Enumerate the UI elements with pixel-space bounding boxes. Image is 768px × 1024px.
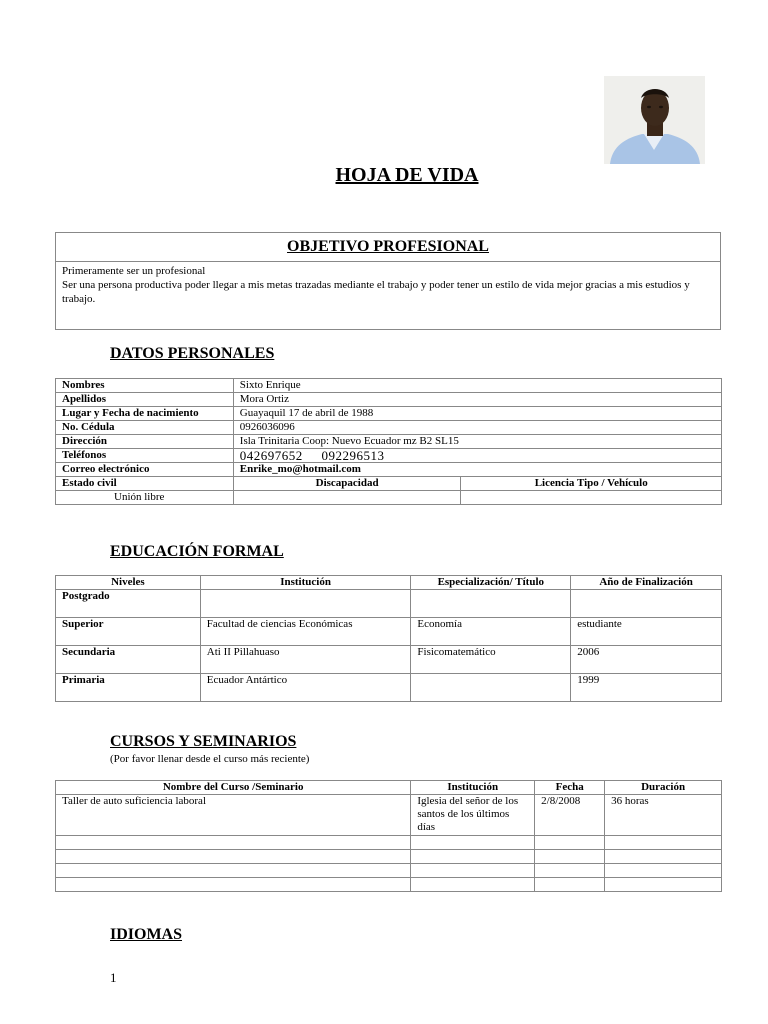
level-cell: Secundaria xyxy=(56,646,201,674)
table-row xyxy=(56,795,722,836)
field-value: Sixto Enrique xyxy=(233,379,721,393)
table-row xyxy=(56,407,722,421)
course-institution-cell: Iglesia del señor de los santos de los últimos días xyxy=(411,795,535,836)
specialization-cell xyxy=(411,590,571,618)
license-value xyxy=(461,491,722,505)
courses-note: (Por favor llenar desde el curso más reciente) xyxy=(110,753,310,765)
field-label: No. Cédula xyxy=(56,421,234,435)
column-header: Especialización/ Título xyxy=(411,576,571,590)
profile-photo xyxy=(604,76,705,164)
personal-data-heading: DATOS PERSONALES xyxy=(110,345,275,362)
table-row xyxy=(56,477,722,491)
table-row xyxy=(56,864,722,878)
column-header: Nombre del Curso /Seminario xyxy=(56,781,411,795)
table-row xyxy=(56,590,722,618)
institution-cell xyxy=(200,590,411,618)
table-row xyxy=(56,393,722,407)
disability-value xyxy=(233,491,461,505)
email-value: Enrike_mo@hotmail.com xyxy=(233,463,721,477)
year-cell: 2006 xyxy=(571,646,722,674)
table-row xyxy=(56,463,722,477)
personal-data-table xyxy=(55,378,722,505)
column-header: Institución xyxy=(200,576,411,590)
column-header: Duración xyxy=(605,781,722,795)
table-row xyxy=(56,379,722,393)
objective-heading: OBJETIVO PROFESIONAL xyxy=(56,233,720,262)
specialization-cell: Economía xyxy=(411,618,571,646)
table-row xyxy=(56,449,722,463)
objective-text xyxy=(56,262,720,308)
table-row xyxy=(56,878,722,892)
civil-status-label: Estado civil xyxy=(56,477,234,491)
table-row xyxy=(56,618,722,646)
course-duration-cell: 36 horas xyxy=(605,795,722,836)
institution-cell: Ecuador Antártico xyxy=(200,674,411,702)
column-header: Fecha xyxy=(535,781,605,795)
languages-heading: IDIOMAS xyxy=(110,926,183,943)
field-label: Nombres xyxy=(56,379,234,393)
institution-cell: Facultad de ciencias Económicas xyxy=(200,618,411,646)
page-title: HOJA DE VIDA xyxy=(335,164,479,186)
table-row xyxy=(56,674,722,702)
disability-label: Discapacidad xyxy=(233,477,461,491)
table-header-row xyxy=(56,781,722,795)
specialization-cell: Fisicomatemático xyxy=(411,646,571,674)
year-cell: estudiante xyxy=(571,618,722,646)
field-value: Mora Ortiz xyxy=(233,393,721,407)
course-name-cell: Taller de auto suficiencia laboral xyxy=(56,795,411,836)
table-row xyxy=(56,850,722,864)
level-cell: Postgrado xyxy=(56,590,201,618)
field-label: Correo electrónico xyxy=(56,463,234,477)
institution-cell: Ati II Pillahuaso xyxy=(200,646,411,674)
person-photo-illustration xyxy=(604,76,705,164)
field-value: Isla Trinitaria Coop: Nuevo Ecuador mz B2 SL15 xyxy=(233,435,721,449)
table-row xyxy=(56,491,722,505)
field-value: Guayaquil 17 de abril de 1988 xyxy=(233,407,721,421)
page-number: 1 xyxy=(110,970,117,985)
field-label: Teléfonos xyxy=(56,449,234,463)
course-date-cell: 2/8/2008 xyxy=(535,795,605,836)
courses-table xyxy=(55,780,722,892)
objective-line-2: Ser una persona productiva poder llegar a mis metas trazadas mediante el trabajo y poder tener un estilo de vida mejor gracias a mis estudios y trabajo. xyxy=(62,279,690,305)
table-header-row xyxy=(56,576,722,590)
field-value: 0926036096 xyxy=(233,421,721,435)
field-label: Apellidos xyxy=(56,393,234,407)
column-header: Año de Finalización xyxy=(571,576,722,590)
level-cell: Superior xyxy=(56,618,201,646)
field-value: 042697652 092296513 xyxy=(233,449,721,463)
courses-heading: CURSOS Y SEMINARIOS xyxy=(110,733,297,750)
level-cell: Primaria xyxy=(56,674,201,702)
objective-box xyxy=(55,232,721,330)
field-label: Dirección xyxy=(56,435,234,449)
education-table xyxy=(55,575,722,702)
education-heading: EDUCACIÓN FORMAL xyxy=(110,543,284,560)
column-header: Niveles xyxy=(56,576,201,590)
table-row xyxy=(56,421,722,435)
specialization-cell xyxy=(411,674,571,702)
civil-status-value: Unión libre xyxy=(56,491,234,505)
table-row xyxy=(56,836,722,850)
column-header: Institución xyxy=(411,781,535,795)
table-row xyxy=(56,435,722,449)
license-label: Licencia Tipo / Vehículo xyxy=(461,477,722,491)
year-cell xyxy=(571,590,722,618)
objective-line-1: Primeramente ser un profesional xyxy=(62,265,206,277)
field-label: Lugar y Fecha de nacimiento xyxy=(56,407,234,421)
year-cell: 1999 xyxy=(571,674,722,702)
table-row xyxy=(56,646,722,674)
